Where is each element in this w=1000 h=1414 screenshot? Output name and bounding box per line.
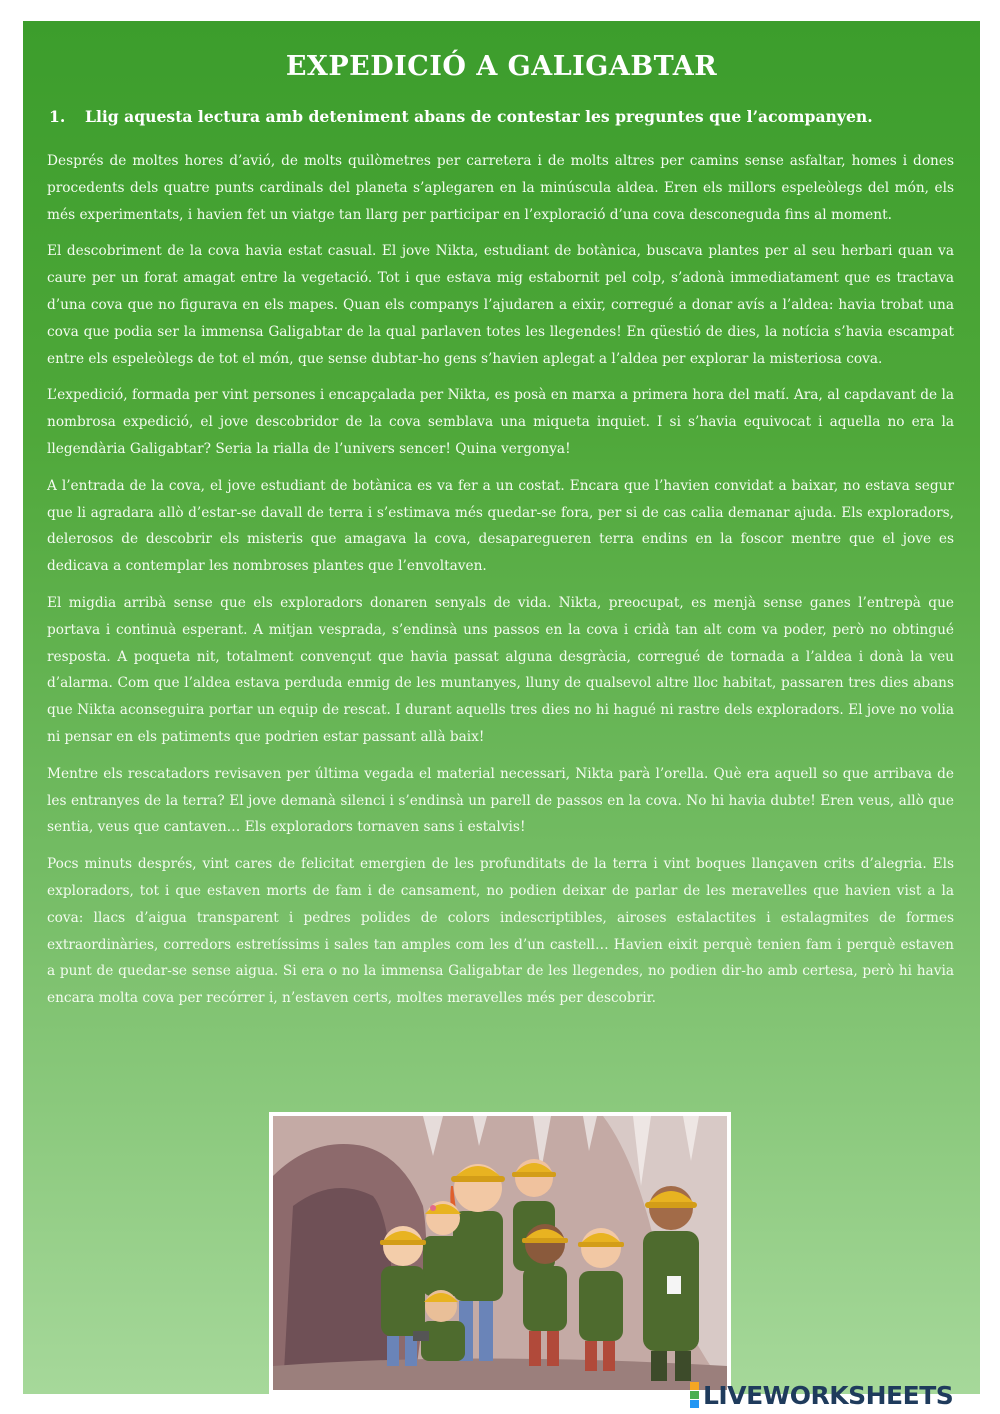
reading-panel xyxy=(23,21,980,1394)
paragraph-1: Després de moltes hores d’avió, de molts quilòmetres per carretera i de molts altres per camins sense asfaltar, homes i dones procedents dels quatre punts cardinals del planeta s’aplegaren en la minúscula aldea. Eren els millors espeleòlegs del món, els més experimentats, i havien fet un viatge tan llarg per participar en l’exploració d’una cova desconeguda fins al moment. xyxy=(47,153,954,223)
page-title: EXPEDICIÓ A GALIGABTAR xyxy=(285,51,718,82)
cave-explorers-illustration xyxy=(269,1112,731,1394)
paragraph-2: El descobriment de la cova havia estat casual. El jove Nikta, estudiant de botànica, buscava plantes per al seu herbari quan va caure per un forat amagat entre la vegetació. Tot i que estava mig estabornit pel colp, s’adonà immediatament que es tractava d’una cova que no figurava en els mapes. Quan els companys l’ajudaren a eixir, corregué a donar avís a l’aldea: havia trobat una cova que podia ser la immensa Galigabtar de la qual parlaven totes les llegendes! En qüestió de dies, la notícia s’havia escampat entre els espeleòlegs de tot el món, que sense dubtar-ho gens s’havien aplegat a l’aldea per explorar la misteriosa cova. xyxy=(47,243,954,367)
paragraph-6: Mentre els rescatadors revisaven per última vegada el material necessari, Nikta parà l’orella. Què era aquell so que arribava de les entranyes de la terra? El jove demanà silenci i s’endinsà un parell de passos en la cova. No hi havia dubte! Eren veus, allò que sentia, veus que cantaven… Els exploradors tornaven sans i estalvis! xyxy=(47,765,954,836)
cave-explorers-svg xyxy=(273,1116,727,1390)
paragraph-7: Pocs minuts després, vint cares de felicitat emergien de les profunditats de la terra i vint boques llançaven crits d’alegria. Els exploradors, tot i que estaven morts de fam i de cansament, no podien deixar de parlar de les meravelles que havien vist a la cova: llacs d’aigua transparent i pedres polides de colors indescriptibles, airoses estalactites i estalagmites de formes extraordinàries, corredors estretíssims i sales tan amples com les d’un castell… Havien eixit perquè tenien fam i perquè estaven a punt de quedar-se sense aigua. Si era o no la immensa Galigabtar de les llegendes, no podien dir-ho amb certesa, però hi havia encara molta cova per recórrer i, n’estaven certs, moltes meravelles més per descobrir. xyxy=(47,856,954,1007)
liveworksheets-logo xyxy=(690,1380,953,1410)
instruction xyxy=(49,107,954,126)
logo-mark-icon xyxy=(690,1382,699,1408)
logo-text: LIVEWORKSHEETS xyxy=(703,1380,954,1410)
paragraph-4: A l’entrada de la cova, el jove estudiant de botànica es va fer a un costat. Encara que l’havien convidat a baixar, no estava segur que li agradara allò d’estar-se davall de terra i s’estimava més quedar-se fora, per si de cas calia demanar ajuda. Els exploradors, delerosos de descobrir els misteris que amagava la cova, desaparegueren terra endins en la foscor mentre que el jove es dedicava a contemplar les nombroses plantes que l’envoltaven. xyxy=(47,477,954,575)
explorer xyxy=(423,1201,463,1296)
instruction-number: 1. xyxy=(49,107,66,126)
reading-text xyxy=(47,148,954,1022)
paragraph-5: El migdia arribà sense que els exploradors donaren senyals de vida. Nikta, preocupat, es menjà sense ganes l’entrepà que portava i continuà esperant. A mitjan vesprada, s’endinsà uns passos en la cova i cridà tan alt com va poder, però no obtingué resposta. A poqueta nit, totalment convençut que havia passat alguna desgràcia, corregué de tornada a l’aldea i donà la veu d’alarma. Com que l’aldea estava perduda enmig de les muntanyes, lluny de qualsevol altre lloc habitat, passaren tres dies abans que Nikta aconseguira portar un equip de rescat. I durant aquells tres dies no hi hagué ni rastre dels exploradors. El jove no volia ni pensar en els patiments que podrien estar passant allà baix! xyxy=(47,594,954,745)
paragraph-3: L’expedició, formada per vint persones i encapçalada per Nikta, es posà en marxa a primera hora del matí. Ara, al capdavant de la nombrosa expedició, el jove descobridor de la cova semblava una miqueta inquiet. I si s’havia equivocat i aquella no era la llegendària Galigabtar? Seria la rialla de l’univers sencer! Quina vergonya! xyxy=(47,387,954,457)
instruction-text: Llig aquesta lectura amb deteniment abans de contestar les preguntes que l’acompanyen. xyxy=(85,107,873,126)
